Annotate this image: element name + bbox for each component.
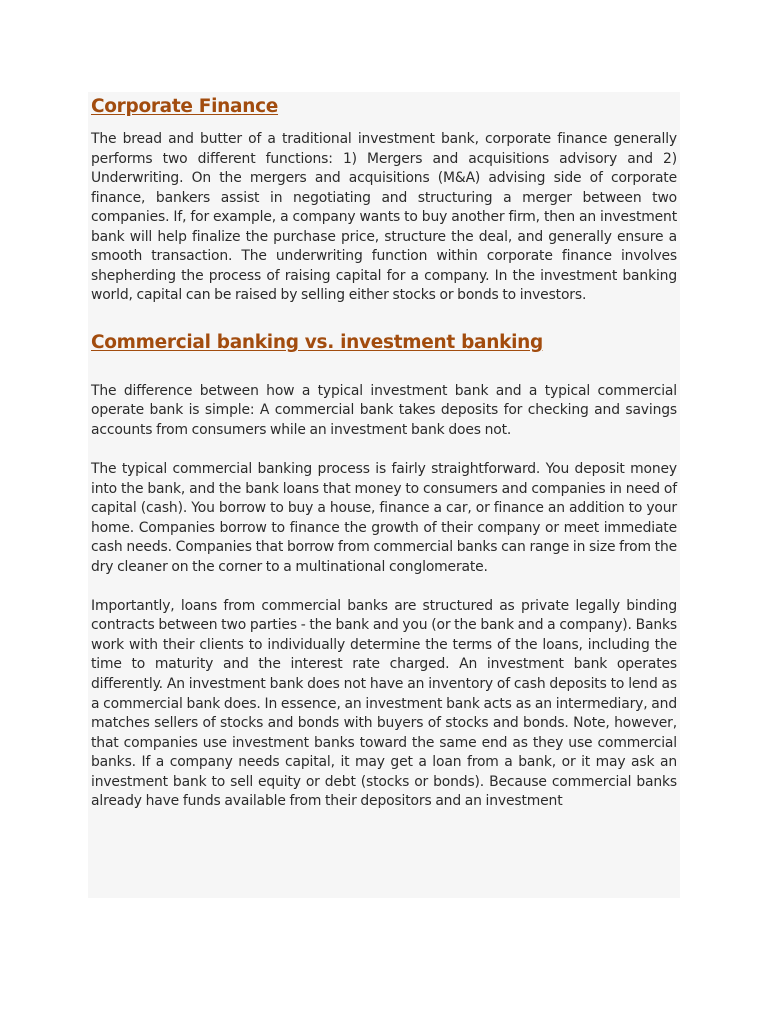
paragraph: The bread and butter of a traditional investment bank, corporate finance generally performs two different functions: 1) Mergers and acquisitions advisory and 2) Underwriting. On the mergers and acquisitions (M&A) advising side of corporate finance, bankers assist in negotiating and structuring a merger between two companies. If, for example, a company wants to buy another firm, then an investment bank will help finalize the purchase price, structure the deal, and generally ensure a smooth transaction. The underwriting function within corporate finance involves shepherding the process of raising capital for a company. In the investment banking world, capital can be raised by selling either stocks or bonds to investors. (91, 131, 677, 304)
paragraph: The difference between how a typical investment bank and a typical commercial operate bank is simple: A commercial bank takes deposits for checking and savings accounts from consumers while an investment bank does not. (91, 382, 677, 439)
article-content (88, 92, 680, 898)
paragraph: The typical commercial banking process is fairly straightforward. You deposit money into the bank, and the bank loans that money to consumers and companies in need of capital (cash). You borrow to buy a house, finance a car, or finance an addition to your home. Companies borrow to finance the growth of their company or meet immediate cash needs. Companies that borrow from commercial banks can range in size from the dry cleaner on the corner to a multinational conglomerate. (91, 461, 677, 575)
section-heading-corporate-finance: Corporate Finance (91, 96, 279, 117)
section-heading-commercial-vs-investment: Commercial banking vs. investment banking (91, 331, 543, 353)
article-body (88, 92, 680, 812)
paragraph: Importantly, loans from commercial banks are structured as private legally binding contracts between two parties - the bank and you (or the bank and a company). Banks work with their clients to individually determine the terms of the loans, including the time to maturity and the interest rate charged. An investment bank operates differently. An investment bank does not have an inventory of cash deposits to lend as a commercial bank does. In essence, an investment bank acts as an intermediary, and matches sellers of stocks and bonds with buyers of stocks and bonds. Note, however, that companies use investment banks toward the same end as they use commercial banks. If a company needs capital, it may get a loan from a bank, or it may ask an investment bank to sell equity or debt (stocks or bonds). Because commercial banks already have funds available from their depositors and an investment (91, 597, 677, 810)
